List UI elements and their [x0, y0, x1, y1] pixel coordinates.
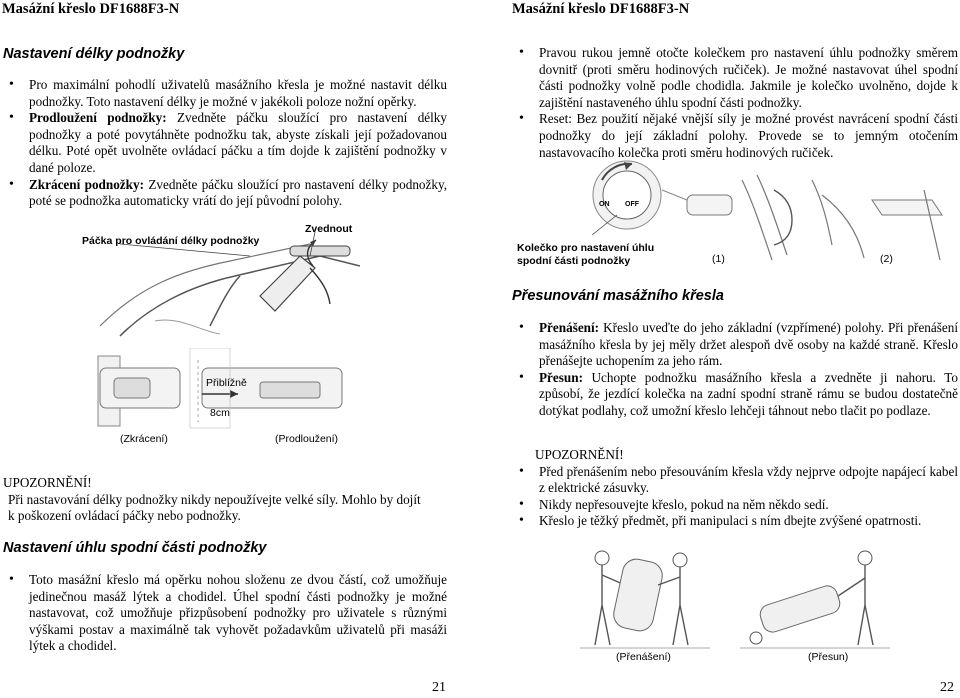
lever-figure: [60, 216, 380, 346]
warning-line: Při nastavování délky podnožky nikdy nepoužívejte velké síly. Mohlo by dojít: [8, 491, 421, 507]
page-number-right: 22: [940, 680, 954, 695]
warning-title: UPOZORNĚNÍ!: [3, 475, 92, 490]
warning-line: k poškození ovládací páčky nebo podnožky.: [8, 508, 241, 524]
carry-label: (Přenášení): [616, 651, 671, 663]
wheel-label-line2: spodní části podnožky: [517, 255, 631, 267]
page-number-left: 21: [432, 680, 446, 695]
footrest-length-list: [3, 77, 447, 210]
left-warning: [3, 475, 447, 525]
section-title-footrest-angle: Nastavení úhlu spodní části podnožky: [3, 540, 267, 556]
approx-label: Přiblížně: [206, 377, 247, 389]
list-item: • Přenášení: Křeslo uveďte do jeho základní (vzpřímené) polohy. Při přenášení masážního křesla by jej měly držet alespoň dvě osoby na každé straně. Křeslo přenášejte uchopením za jeho rám.: [513, 320, 958, 370]
right-warning: [513, 447, 958, 530]
list-item: • Pravou rukou jemně otočte kolečkem pro nastavení úhlu podnožky směrem dovnitř (proti směru hodinových ručiček). Je možné nastavovat úhel spodní části podnožky volně podle chodidla. Jakmile je kolečko uvolněno, dojde k zajištění nastaveného úhlu spodní části podnožky.: [513, 45, 958, 111]
lever-label: Páčka pro ovládání délky podnožky: [82, 235, 260, 247]
list-item: • Reset: Bez použití nějaké vnější síly je možné provést navrácení spodní části podnožky do její základní polohy. Provede se to jemným otočením nastavovacího kolečka proti směru hodinových ručiček.: [513, 111, 958, 161]
moving-illustration: [580, 540, 900, 660]
step-1-label: (1): [712, 253, 725, 265]
wheel-figure: [512, 160, 957, 272]
list-item: • Před přenášením nebo přesouváním křesla vždy nejprve odpojte napájecí kabel z elektrické zásuvky.: [513, 464, 958, 497]
right-page-header: Masážní křeslo DF1688F3-N: [512, 1, 690, 17]
off-label: OFF: [625, 201, 639, 208]
moving-chair-list: [513, 320, 958, 420]
angle-instructions-list: [513, 45, 958, 161]
length-figure: [90, 348, 360, 448]
section-title-footrest-length: Nastavení délky podnožky: [3, 46, 185, 62]
list-item: • Prodloužení podnožky: Zvedněte páčku sloužící pro nastavení délky podnožky a poté povytáhněte podnožku tak, abyste získali její požadovanou délku. Poté opět uvolněte ovládací páčku a tím dojde k zajištění podnožky v dané poloze.: [3, 110, 447, 176]
distance-label: 8cm: [210, 407, 230, 419]
warning-title: UPOZORNĚNÍ!: [535, 447, 624, 462]
shortening-label: (Zkrácení): [120, 433, 168, 445]
footrest-angle-list: [3, 572, 447, 655]
extension-label: (Prodloužení): [275, 433, 339, 445]
list-item: • Pro maximální pohodlí uživatelů masážního křesla je možné nastavit délku podnožky. Toto nastavení délky je možné v jakékoli poloze nožní opěrky.: [3, 77, 447, 110]
list-item: • Křeslo je těžký předmět, při manipulaci s ním dbejte zvýšené opatrnosti.: [513, 513, 958, 530]
lift-label: Zvednout: [305, 223, 353, 235]
step-2-label: (2): [880, 253, 893, 265]
list-item: • Přesun: Uchopte podnožku masážního křesla a zvedněte ji nahoru. To způsobí, že jezdící kolečka na zadní spodní straně rámu se budou dostatečně dotýkat podlahy, což umožní křeslo lehčeji táhnout nebo tlačit po podlaze.: [513, 370, 958, 420]
on-label: ON: [599, 201, 610, 208]
list-item: • Zkrácení podnožky: Zvedněte páčku sloužící pro nastavení délky podnožky, poté se podnožka automaticky vrátí do její původní polohy.: [3, 177, 447, 210]
moving-figure: [580, 540, 900, 663]
list-item: • Nikdy nepřesouvejte křeslo, pokud na něm někdo sedí.: [513, 497, 958, 514]
section-title-moving-chair: Přesunování masážního křesla: [512, 288, 724, 304]
left-page-header: Masážní křeslo DF1688F3-N: [2, 1, 180, 17]
list-item: • Toto masážní křeslo má opěrku nohou složenu ze dvou částí, což umožňuje jedinečnou masáž lýtek a chodidel. Úhel spodní části podnožky je možné nastavovat, což umožňuje přizpůsobení podnožky pro uživatele s různými výškami postav a maximálně tak vyhovět požadavkům uživatelů při masáži lýtek a chodidel.: [3, 572, 447, 655]
move-label: (Přesun): [808, 651, 849, 663]
wheel-label-line1: Kolečko pro nastavení úhlu: [517, 242, 655, 254]
